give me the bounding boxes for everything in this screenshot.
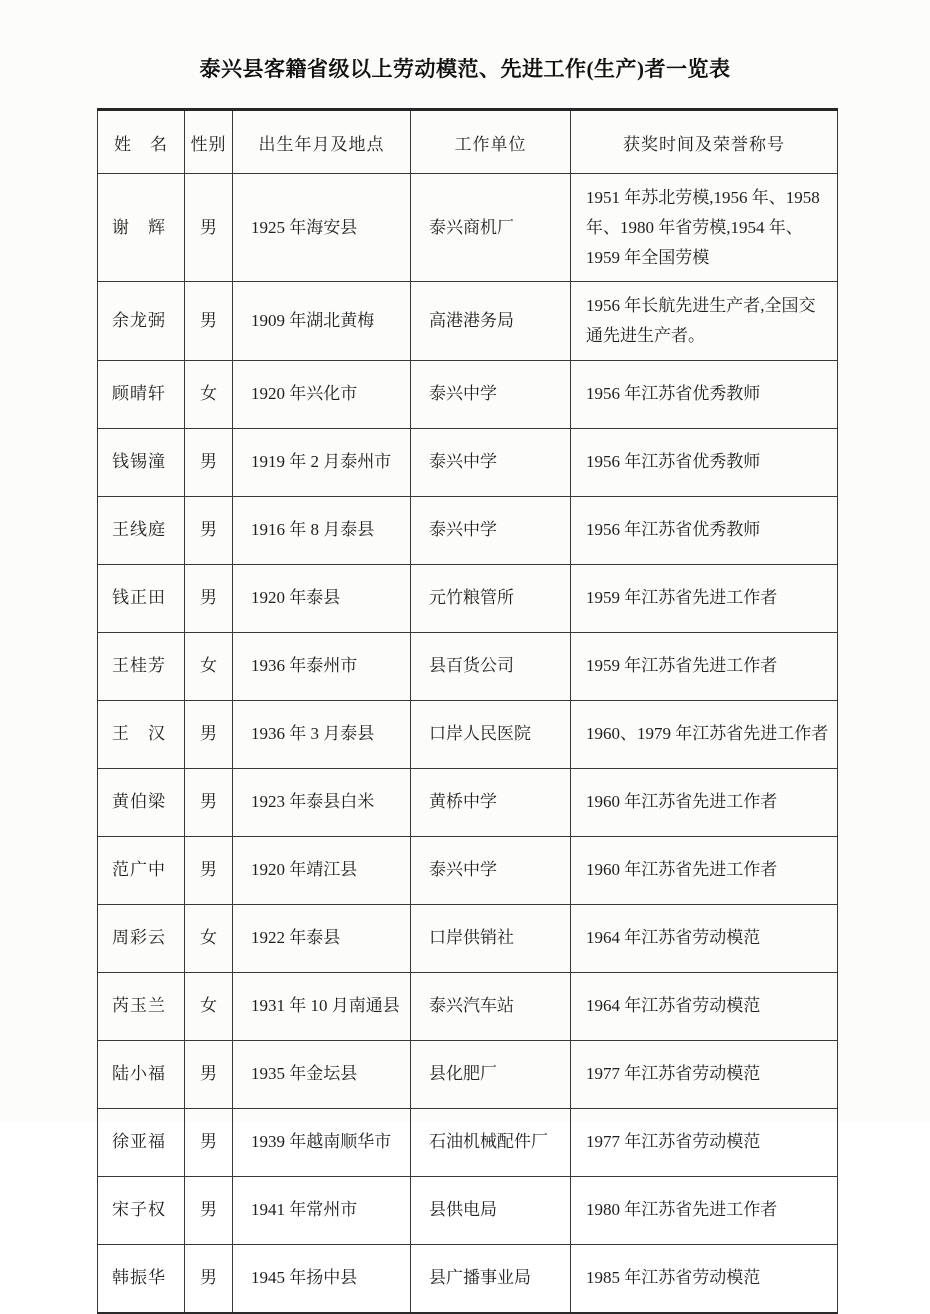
table-row: [98, 1176, 838, 1244]
table-row: [98, 360, 838, 428]
table-cell: 1977 年江苏省劳动模范: [571, 1040, 838, 1108]
table-cell: 1931 年 10 月南通县: [233, 972, 411, 1040]
table-cell: 男: [185, 282, 233, 361]
table-cell: 县化肥厂: [411, 1040, 571, 1108]
table-cell: 男: [185, 1244, 233, 1313]
table-row: [98, 1244, 838, 1313]
table-cell: 1941 年常州市: [233, 1176, 411, 1244]
table-cell: 芮玉兰: [98, 972, 185, 1040]
table-cell: 钱锡潼: [98, 428, 185, 496]
table-header-row: [98, 110, 838, 174]
table-row: [98, 904, 838, 972]
table-row: [98, 768, 838, 836]
column-header: 出生年月及地点: [233, 110, 411, 174]
table-cell: 男: [185, 1176, 233, 1244]
table-cell: 1920 年兴化市: [233, 360, 411, 428]
table-cell: 女: [185, 632, 233, 700]
table-cell: 1923 年泰县白米: [233, 768, 411, 836]
table-row: [98, 700, 838, 768]
table-cell: 1985 年江苏省劳动模范: [571, 1244, 838, 1313]
table-cell: 女: [185, 904, 233, 972]
table-cell: 1956 年江苏省优秀教师: [571, 496, 838, 564]
table-cell: 泰兴中学: [411, 428, 571, 496]
table-cell: 男: [185, 174, 233, 282]
table-row: [98, 428, 838, 496]
table-row: [98, 632, 838, 700]
table-cell: 女: [185, 972, 233, 1040]
table-cell: 男: [185, 1108, 233, 1176]
table-cell: 谢 辉: [98, 174, 185, 282]
table-cell: 1980 年江苏省先进工作者: [571, 1176, 838, 1244]
table-cell: 1960 年江苏省先进工作者: [571, 836, 838, 904]
table-cell: 徐亚福: [98, 1108, 185, 1176]
table-cell: 泰兴商机厂: [411, 174, 571, 282]
column-header: 姓 名: [98, 110, 185, 174]
table-row: [98, 1108, 838, 1176]
table-cell: 1925 年海安县: [233, 174, 411, 282]
table-cell: 1959 年江苏省先进工作者: [571, 564, 838, 632]
table-cell: 1920 年泰县: [233, 564, 411, 632]
column-header: 获奖时间及荣誉称号: [571, 110, 838, 174]
table-cell: 县供电局: [411, 1176, 571, 1244]
table-cell: 口岸人民医院: [411, 700, 571, 768]
table-cell: 泰兴汽车站: [411, 972, 571, 1040]
table-body: [98, 174, 838, 1313]
table-cell: 王桂芳: [98, 632, 185, 700]
table-cell: 石油机械配件厂: [411, 1108, 571, 1176]
table-cell: 余龙弼: [98, 282, 185, 361]
table-cell: 1956 年长航先进生产者,全国交通先进生产者。: [571, 282, 838, 361]
table-cell: 1960、1979 年江苏省先进工作者: [571, 700, 838, 768]
page-title: 泰兴县客籍省级以上劳动模范、先进工作(生产)者一览表: [199, 57, 731, 81]
table-cell: 1936 年 3 月泰县: [233, 700, 411, 768]
table-cell: 顾晴轩: [98, 360, 185, 428]
table-cell: 钱正田: [98, 564, 185, 632]
table-cell: 周彩云: [98, 904, 185, 972]
table-cell: 高港港务局: [411, 282, 571, 361]
table-cell: 1939 年越南顺华市: [233, 1108, 411, 1176]
table-cell: 1960 年江苏省先进工作者: [571, 768, 838, 836]
table-cell: 黄伯梁: [98, 768, 185, 836]
table-cell: 1951 年苏北劳模,1956 年、1958 年、1980 年省劳模,1954 年、1959 年全国劳模: [571, 174, 838, 282]
table-cell: 县广播事业局: [411, 1244, 571, 1313]
table-cell: 1920 年靖江县: [233, 836, 411, 904]
table-cell: 宋子权: [98, 1176, 185, 1244]
table-cell: 黄桥中学: [411, 768, 571, 836]
table-cell: 泰兴中学: [411, 360, 571, 428]
table-cell: 1959 年江苏省先进工作者: [571, 632, 838, 700]
table-cell: 男: [185, 428, 233, 496]
table-cell: 男: [185, 768, 233, 836]
table-cell: 1945 年扬中县: [233, 1244, 411, 1313]
table-cell: 1916 年 8 月泰县: [233, 496, 411, 564]
table-cell: 泰兴中学: [411, 836, 571, 904]
table-cell: 男: [185, 836, 233, 904]
table-row: [98, 1040, 838, 1108]
table-cell: 1956 年江苏省优秀教师: [571, 360, 838, 428]
roster-table: [97, 108, 838, 1314]
table-cell: 1936 年泰州市: [233, 632, 411, 700]
table-cell: 男: [185, 564, 233, 632]
table-row: [98, 836, 838, 904]
table-cell: 1935 年金坛县: [233, 1040, 411, 1108]
table-row: [98, 174, 838, 282]
table-cell: 口岸供销社: [411, 904, 571, 972]
table-cell: 范广中: [98, 836, 185, 904]
table-cell: 1956 年江苏省优秀教师: [571, 428, 838, 496]
table-cell: 1909 年湖北黄梅: [233, 282, 411, 361]
table-row: [98, 972, 838, 1040]
table-cell: 1922 年泰县: [233, 904, 411, 972]
table-cell: 陆小福: [98, 1040, 185, 1108]
table-cell: 1919 年 2 月泰州市: [233, 428, 411, 496]
table-cell: 韩振华: [98, 1244, 185, 1313]
table-cell: 王 汉: [98, 700, 185, 768]
table-cell: 男: [185, 1040, 233, 1108]
table-cell: 1977 年江苏省劳动模范: [571, 1108, 838, 1176]
table-row: [98, 564, 838, 632]
table-cell: 王线庭: [98, 496, 185, 564]
column-header: 工作单位: [411, 110, 571, 174]
table-cell: 男: [185, 700, 233, 768]
table-cell: 1964 年江苏省劳动模范: [571, 972, 838, 1040]
table-cell: 女: [185, 360, 233, 428]
table-row: [98, 282, 838, 361]
table-cell: 1964 年江苏省劳动模范: [571, 904, 838, 972]
table-cell: 县百货公司: [411, 632, 571, 700]
table-cell: 男: [185, 496, 233, 564]
table-cell: 元竹粮管所: [411, 564, 571, 632]
column-header: 性别: [185, 110, 233, 174]
table-row: [98, 496, 838, 564]
table-cell: 泰兴中学: [411, 496, 571, 564]
